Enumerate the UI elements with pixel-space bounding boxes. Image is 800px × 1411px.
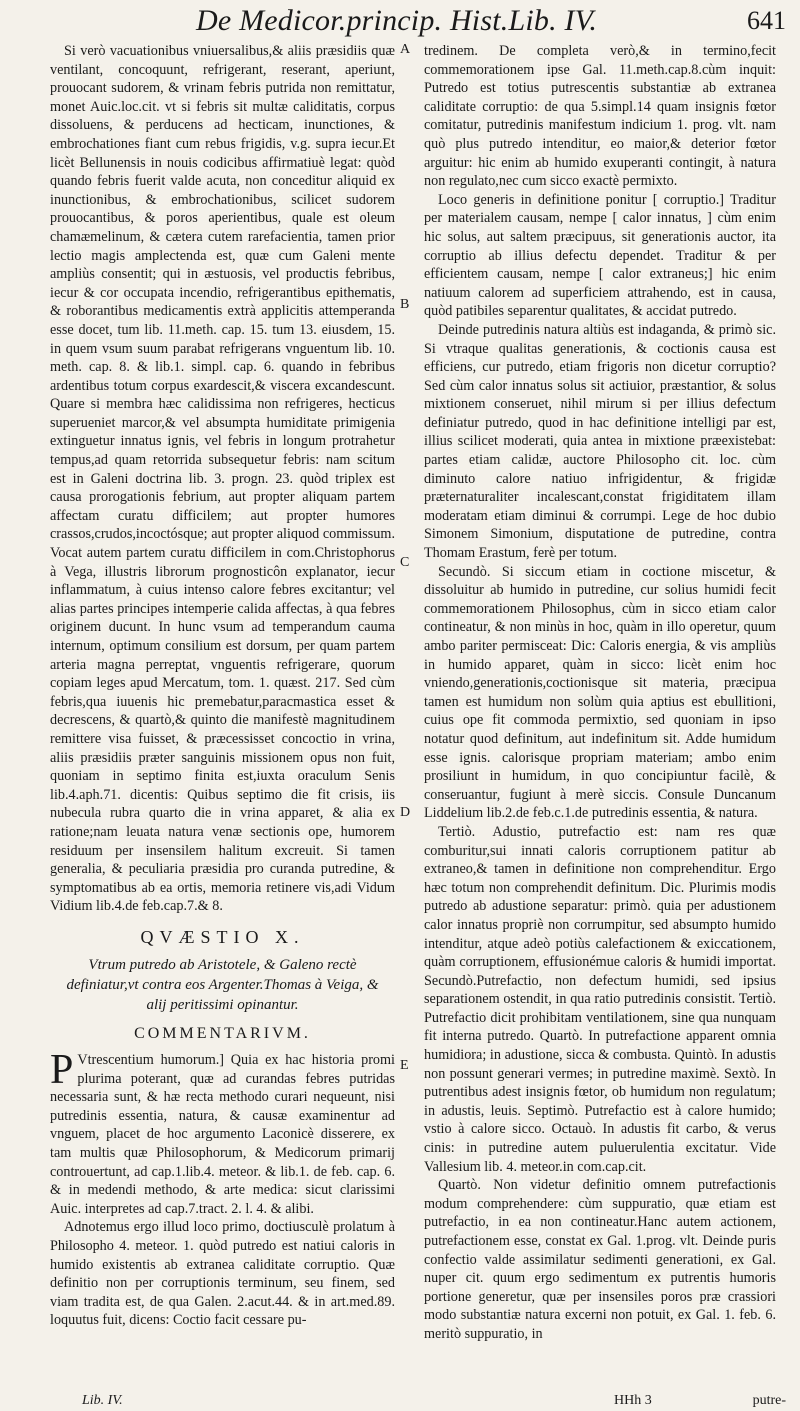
right-paragraph-4: Secundò. Si siccum etiam in coctione miscetur, & dissoluitur ab humido in putredine, cur solius humidi fecit commemorationem Philosophus, cùm in sicco etiam calor contineatur, & non minùs in hoc, quàm in illo operetur, quum ambo pariter permisceat: Dic: Caloris energia, & vis ampliùs in humido apparet, quàm in sicco: licèt enim hoc vniendo,generationis,coctionisque sit materia, præcipua tamen est humidum non solùm quia aptius est ebullitioni, cuius ope fit commoda permixtio, sed quoniam in ipso notatur quod definitum, aut indefinitum sit. Adde humidum esse ignis. calorisque propriam materiam; ambo enim prosiliunt in humidum, in quo concipiuntur facilè, & conseruantur, fugiunt à merè siccis. Consule Duncanum Liddelium lib.2.de feb.c.1.de putredinis essentia, & natura. bbox=[424, 563, 776, 822]
question-title: QVÆSTIO X. bbox=[140, 926, 305, 947]
left-paragraph-1: Si verò vacuationibus vniuersalibus,& aliis præsidiis quæ ventilant, concoquunt, refrigerant, reserant, aperiunt, prouocant sudorem, & vrinam febris putrida non remittatur, monet Auic.loc.cit. vt si febris sit multæ caliditatis, corpus dissoluens, & perducens ad hecticam, inunctiones, & embrochationes fiant cum rebus frigidis, v.g. supra iecur.Et licèt Bellunensis in nouis codicibus affirmatiuè legat: quòd quando febris fuerit valde acuta, non conceditur aliquid ex inunctionibus, & embrochationibus, scilicet sudorem prouocantibus, & poros aperientibus, quale est oleum chamæmelinum, & cætera cutem rarefacientia, tamen prior lectio magis amplectenda est, quæ cum Galeni mente ampliùs consentit; qui in æstuosis, vel productis febribus, iecur & cor occupata incendio, refrigerantibus epithematis, & roborantibus medicamentis extrà applicitis attemperanda esse docet, tum lib. 11.meth. cap. 15. tum 13. eiusdem, 15. in quem vsum suum parabat refrigerans vnguentum lib. 10. meth. cap. 8. & lib.1. simpl. cap. 6. quando in febribus ardentibus totum corpus exardescit,& viscera excandescunt. Quare si membra hæc calidissima non refrigeres, hecticus superueniet marcor,& vel absumpta humiditate primigenia extinguetur innatus ignis, vel febris in longum protrahetur tempus,ad quam retorrida subsequetur febris: nam scitum est in Galeni doctrina lib. 3. progn. 23. quòd triplex est causa prorogationis febrium, aut propter aliquam partem affectam curatu difficilem; aut propter humores crassos,crudos,incoctósque; aut propter aliquod commissum. Vocat autem partem curatu difficilem in com.Christophorus à Vega, illustris librorum prognosticôn explanator, iecur inflammatum, à cuius intenso calore febres excitantur; vel alias partes principes intemperie calida affectas, à qua febres originem ducunt. In hunc vsum ad temperandum cauma internum, optimum consilium est dorsum, per quam partem arteria magna perreptat, vnguentis refrigerare, quorum copiam leges apud Mercatum, tom. 1. quæst. 217. Sed cùm febris,qua iuuenis hic premebatur,paracmastica esset & decrescens, & quartò,& quinto die manifestè magnitudinem remittere visa fuisset, & præcessisset concoctio in vrina, aliis præsidiis præter sanguinis missionem opus non fuit, quoniam in septimo finita est,iuxta oraculum Senis lib.4.aph.71. dicentis: Quibus septimo die fit crisis, iis nubecula rubra quarto die in vrina apparet, & alia ex ratione;nam leuata natura venæ sectionis ope, humorem residuum per insensilem halitum excreuit. Si tamen generalia, & peculiaria præsidia pro curanda putredine, & symptomatibus ab ea ortis, memoria retinere vis,adi Vidum Vidium lib.4.de feb.cap.7.& 8. bbox=[50, 43, 395, 915]
right-paragraph-3: Deinde putredinis natura altiùs est indaganda, & primò sic. Si vtraque qualitas generationis, & coctionis causa est efficiens, cur putredo, etiam frigoris non dicetur corruptio? Sed cùm calor innatus solus sit actiuior, præstantior, & solus mixtionem conseruet, nihil mirum si per illius defectum definiatur putredo, quod in hac definitione intelligi par est, illius scilicet moderati, quia antea in mixtione præexistebat: partes etiam calidæ, auctore Philosopho cit. loc. cùm diminuto calore natiuo infrigidentur, & frigidæ præternaturaliter incalescant,constat frigiditatem illam moderatam etiam diminui & corrumpi. Lege de hoc dubio Simonem Simonium, disputatione de putredine, contra Thomam Erastum, ferè per totum. bbox=[424, 321, 776, 562]
footer-book-label: Lib. IV. bbox=[82, 1393, 123, 1408]
margin-letter-b: B bbox=[400, 297, 410, 312]
catchword: putre- bbox=[752, 1393, 786, 1408]
drop-cap: P bbox=[50, 1047, 74, 1094]
left-paragraph-3: Adnotemus ergo illud loco primo, doctiusculè prolatum à Philosopho 4. meteor. 1. quòd putredo est natiui caloris in humido existentis ab extranea caliditate corruptio. Quæ definitio non per corruptionis terminum, seu finem, sed viam tradita est, de qua Galen. 2.acut.44. & in art.med.89. loquutus fuit, dicens: Coctio facit cessare pu- bbox=[50, 1219, 395, 1329]
right-column bbox=[424, 42, 776, 1393]
margin-letter-e: E bbox=[400, 1058, 409, 1073]
margin-letter-a: A bbox=[400, 42, 411, 57]
margin-letter-d: D bbox=[400, 805, 411, 820]
margin-letter-c: C bbox=[400, 555, 410, 570]
right-paragraph-1: tredinem. De completa verò,& in termino,fecit commemorationem ipse Gal. 11.meth.cap.8.cùm inquit: Putredo est totius putrescentis substantiæ ab extranea caliditate corruptio: de qua 5.simpl.14 quam insignis fœtor comitatur, putredinis manifestum indicium 1. prog. vlt. nam quò plus putredo intenditur, eo maior,& deterior fœtor arguitur: hic enim ab humido exuperanti contingit, à natura non regulato,nec cum sicco exactè permixto. bbox=[424, 43, 776, 190]
page-number: 641 bbox=[747, 6, 786, 35]
left-paragraph-2-text: Vtrescentium humorum.] Quia ex hac historia promi plurima poterant, quæ ad curandas febres putridas necessaria sunt, & hæ recta methodo curari nequeunt, nisi putredinis essentia, natura, & causæ examinentur ad vnguem, placet de hoc argumento Laconicè disserere, ex tam multis quæ Philosophorum, & Medicorum primarij controuertunt, ad cap.1.lib.4. meteor. & lib.1. de feb. cap. 6. & in medendi methodo, & arte medica: sicut clarissimi Auic. interpretes ad cap.7.tract. 2. l. 4. & alibi. bbox=[50, 1052, 395, 1217]
left-paragraph-2 bbox=[50, 1047, 395, 1218]
running-head bbox=[0, 4, 800, 44]
right-paragraph-2: Loco generis in definitione ponitur [ corruptio.] Traditur per materialem causam, nempe [ calor innatus, ] cùm enim hic solus, aut saltem præcipuus, sit generationis auctor, ita corruptio ab illius defectu dependet. Traditur & per efficientem causam, nempe [ calor extraneus;] hic enim natiuum calorem ad superficiem attrahendo, est in causa, quòd patibiles separentur qualitates, & accidat putredo. bbox=[424, 191, 776, 320]
right-paragraph-5: Tertiò. Adustio, putrefactio est: nam res quæ comburitur,sui innati caloris corruptionem patitur ab extraneo,& tamen in definitione non comprehenditur. Ergo hæc totum non comprehendit definitum. Dic. Plurimis modis putredo ab adustione separatur: primò. quia per adustionem calor innatus propriè non corrumpitur, sed absumpto humido intenditur, atque adeò potiùs calefactionem & exiccationem, quàm corruptionem, effusionémue caloris & humidi importat. Secundò.Putrefactio, non defectum humidi, sed ipsius separationem ostendit, in qua ratio putredinis consistit. Tertiò. Putrefactio dicit prohibitam ventilationem, sine qua nunquam fit interna putredo. Quartò. In putrefactione apparent omnia humidiora; in adustione, sicca & combusta. Quintò. In adustis non possunt generari vermes; in putredine maximè. Sextò. In putrentibus adest insignis fœtor, ob humidum non regulatum; in adustis, leuis. Septimò. Putrefactio est à calore humido; vstio à calore sicco. Octauò. In adustis fit carbo, & verus cinis: in putredine autem puluerulentia excitatur. Vide Vallesium lib. 4. meteor.in com.cap.cit. bbox=[424, 823, 776, 1175]
running-title: De Medicor.princip. Hist.Lib. IV. bbox=[196, 4, 598, 37]
commentary-title: COMMENTARIVM. bbox=[134, 1024, 311, 1042]
right-paragraph-6: Quartò. Non videtur definitio omnem putrefactionis modum comprehendere: cùm suppuratio, quæ etiam est putrefactio, in ea non contineatur.Hanc autem actionem, putrefactionem esse, constat ex Gal. 1.prog. vlt. Deinde puris confectio valde assimilatur sedimenti generationi, ex Gal. nuper cit. quum ergo sedimentum ex putrentis humoris portione generetur, quæ per insensiles poros præ crassiori modo substantiæ natura excerni non potuit, ex Gal. 1. feb. 6. meritò suppuratio, in bbox=[424, 1177, 776, 1342]
left-column bbox=[50, 42, 395, 1393]
question-subtitle: Vtrum putredo ab Aristotele, & Galeno rectè definiatur,vt contra eos Argenter.Thomas à Veiga, & alij peritissimi opinantur. bbox=[66, 956, 379, 1013]
signature-mark: HHh 3 bbox=[614, 1393, 652, 1408]
